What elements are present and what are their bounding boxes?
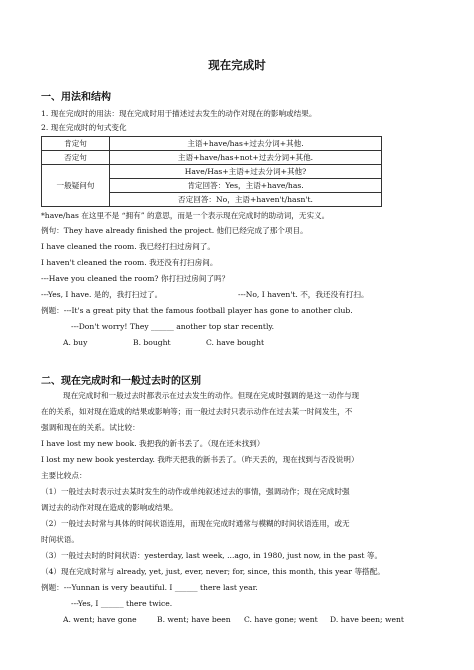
compare-line: I lost my new book yesterday. 我昨天把我的新书丢了。（昨天丢的，现在找到与否没说明） bbox=[41, 455, 359, 464]
exercise-question: 例题：---Yunnan is very beautiful. I ______ there last year. bbox=[41, 583, 258, 592]
negative-form: 主语+have/has+not+过去分词+其他. bbox=[110, 151, 382, 165]
example-line: ---Yes, I have. 是的，我打扫过了。 bbox=[41, 290, 163, 299]
negative-label: 否定句 bbox=[42, 151, 110, 165]
table-row bbox=[42, 165, 382, 179]
compare-line: I have lost my new book. 我把我的新书丢了。（现在还未找到） bbox=[41, 439, 265, 448]
choice-b: B. bought bbox=[133, 338, 171, 347]
paragraph-line: 强调和现在的关系。试比较： bbox=[41, 423, 140, 432]
structure-point: 2. 现在完成时的句式变化 bbox=[41, 123, 127, 132]
section1-heading: 一、用法和结构 bbox=[41, 92, 111, 103]
choice-c: C. have gone; went bbox=[244, 615, 318, 624]
exercise-question: 例题：---It's a great pity that the famous football player has gone to another club. bbox=[41, 306, 353, 315]
short-answer-no: 否定回答：No，主语+haven't/hasn't. bbox=[110, 193, 382, 207]
question-form: Have/Has+主语+过去分词+其他? bbox=[110, 165, 382, 179]
point-line: 调过去的动作对现在造成的影响或结果。 bbox=[41, 503, 178, 512]
choice-d: D. have been; went bbox=[330, 615, 404, 624]
point-line: （1）一般过去时表示过去某时发生的动作或单纯叙述过去的事情，强调动作；现在完成时强 bbox=[41, 487, 350, 496]
short-answer-yes: 肯定回答：Yes，主语+have/has. bbox=[110, 179, 382, 193]
point-line: （2）一般过去时常与具体的时间状语连用，而现在完成时通常与模糊的时间状语连用，或无 bbox=[41, 519, 350, 528]
note-text: *have/has 在这里不是 “拥有” 的意思，而是一个表示现在完成时的助动词，无实义。 bbox=[41, 211, 330, 220]
section2-heading: 二、现在完成时和一般过去时的区别 bbox=[41, 376, 201, 387]
example-line: ---Have you cleaned the room? 你打扫过房间了吗？ bbox=[41, 274, 230, 283]
question-label: 一般疑问句 bbox=[42, 165, 110, 207]
point-line: （4）现在完成时常与 already, yet, just, ever, never; for, since, this month, this year 等搭配。 bbox=[41, 567, 385, 576]
affirmative-label: 肯定句 bbox=[42, 137, 110, 151]
affirmative-form: 主语+have/has+过去分词+其他. bbox=[110, 137, 382, 151]
point-line: （3）一般过去时的时间状语：yesterday, last week, ...ago, in 1980, just now, in the past 等。 bbox=[41, 551, 383, 560]
example-line: 例句：They have already finished the project. 他们已经完成了那个项目。 bbox=[41, 226, 308, 235]
choice-a: A. buy bbox=[63, 338, 88, 347]
usage-point: 1. 现在完成时的用法：现在完成时用于描述过去发生的动作对现在的影响或结果。 bbox=[41, 109, 317, 118]
example-line: ---No, I haven't. 不，我还没有打扫。 bbox=[238, 290, 369, 299]
table-row bbox=[42, 137, 382, 151]
exercise-question: ---Don't worry! They ______ another top star recently. bbox=[71, 322, 275, 331]
main-points-label: 主要比较点： bbox=[41, 471, 87, 480]
point-line: 时间状语。 bbox=[41, 535, 79, 544]
example-line: I haven't cleaned the room. 我还没有打扫房间。 bbox=[41, 258, 218, 267]
choice-b: B. went; have been bbox=[157, 615, 231, 624]
table-row bbox=[42, 151, 382, 165]
choice-c: C. have bought bbox=[206, 338, 265, 347]
paragraph-line: 在的关系，如对现在造成的结果或影响等；而一般过去时只表示动作在过去某一时间发生，不 bbox=[41, 407, 353, 416]
paragraph-line: 现在完成时和一般过去时都表示在过去发生的动作。但现在完成时强调的是这一动作与现 bbox=[63, 391, 360, 400]
sentence-forms-table bbox=[41, 136, 382, 207]
choice-a: A. went; have gone bbox=[63, 615, 137, 624]
example-line: I have cleaned the room. 我已经打扫过房间了。 bbox=[41, 242, 215, 251]
page-title: 现在完成时 bbox=[208, 58, 266, 72]
exercise-question: ---Yes, I ______ there twice. bbox=[71, 599, 173, 608]
